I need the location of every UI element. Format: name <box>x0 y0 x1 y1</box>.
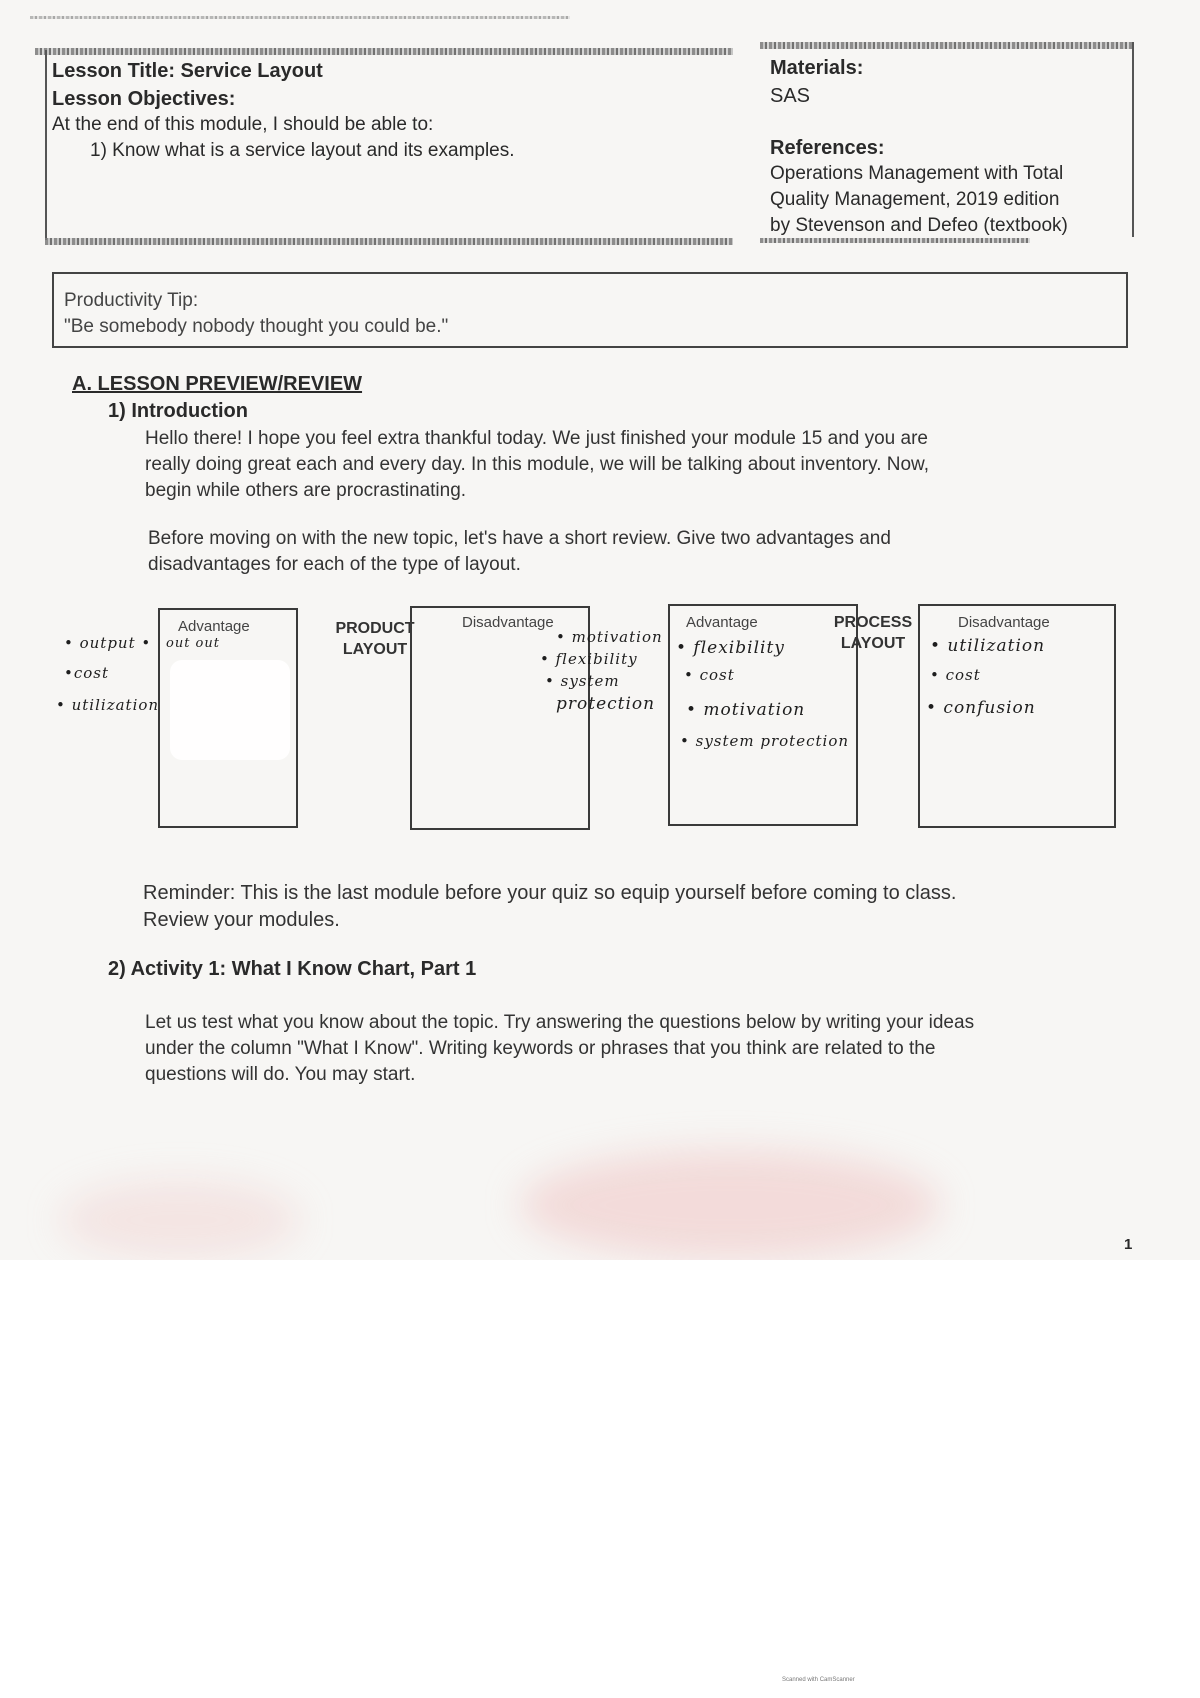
intro-line-2: really doing great each and every day. In this module, we will be talking about inventory. Now, <box>145 454 930 475</box>
objective-item-1: 1) Know what is a service layout and its examples. <box>90 140 515 161</box>
lesson-title: Lesson Title: Service Layout <box>52 60 323 82</box>
process-advantage-entry-1: • flexibility <box>676 638 785 658</box>
process-disadvantage-entry-1: • utilization <box>930 636 1046 656</box>
page-number: 1 <box>1124 1236 1133 1253</box>
product-layout-label-1: PRODUCT <box>335 620 415 637</box>
materials-label: Materials: <box>770 57 864 79</box>
section-a-heading <box>72 373 362 396</box>
product-disadvantage-entry-2: • flexibility <box>540 650 638 668</box>
objectives-intro: At the end of this module, I should be able to: <box>52 114 434 135</box>
product-disadvantage-entry-1: • motivation <box>556 628 663 646</box>
process-advantage-header: Advantage <box>686 614 758 631</box>
review-line-1: Before moving on with the new topic, let's have a short review. Give two advantages and <box>148 528 891 549</box>
product-disadvantage-header: Disadvantage <box>462 614 554 631</box>
intro-line-1: Hello there! I hope you feel extra thankful today. We just finished your module 15 and you are <box>145 428 928 449</box>
blank-lower-area <box>0 1260 1200 1698</box>
top-rule <box>30 16 570 19</box>
process-layout-label <box>818 612 928 654</box>
scanner-watermark: Scanned with CamScanner <box>782 1677 855 1683</box>
product-disadvantage-entry-4: protection <box>556 694 656 714</box>
product-layout-label-2: LAYOUT <box>342 641 408 658</box>
activity-line-2: under the column "What I Know". Writing keywords or phrases that you think are related to the <box>145 1038 936 1059</box>
materials-value: SAS <box>770 85 811 107</box>
process-disadvantage-header: Disadvantage <box>958 614 1050 631</box>
references-label: References: <box>770 137 885 159</box>
product-advantage-entry: out out <box>166 636 220 651</box>
references-line-3: by Stevenson and Defeo (textbook) <box>770 215 1068 236</box>
introduction-heading: 1) Introduction <box>108 400 248 422</box>
productivity-tip-label: Productivity Tip: <box>64 290 199 311</box>
section-a-heading-text: A. LESSON PREVIEW/REVIEW <box>72 373 363 395</box>
process-advantage-entry-3: • motivation <box>686 700 806 720</box>
reminder-line-2: Review your modules. <box>143 909 340 931</box>
product-margin-note-2: •cost <box>64 664 110 682</box>
pink-stain-small <box>60 1180 300 1260</box>
activity-heading: 2) Activity 1: What I Know Chart, Part 1 <box>108 958 477 980</box>
intro-line-3: begin while others are procrastinating. <box>145 480 467 501</box>
pink-stain <box>520 1150 940 1260</box>
process-disadvantage-entry-3: • confusion <box>926 698 1036 718</box>
process-advantage-entry-4: • system protection <box>680 732 850 750</box>
lesson-objectives-label: Lesson Objectives: <box>52 88 236 110</box>
review-line-2: disadvantages for each of the type of layout. <box>148 554 521 575</box>
product-advantage-header: Advantage <box>178 618 250 635</box>
header-left-bottom-border <box>45 238 733 245</box>
process-layout-label-2: LAYOUT <box>840 635 906 652</box>
process-advantage-entry-2: • cost <box>684 666 735 684</box>
process-layout-label-1: PROCESS <box>833 614 913 631</box>
references-line-2: Quality Management, 2019 edition <box>770 189 1060 210</box>
process-disadvantage-entry-2: • cost <box>930 666 981 684</box>
activity-line-1: Let us test what you know about the topic. Try answering the questions below by writing your ideas <box>145 1012 975 1033</box>
activity-line-3: questions will do. You may start. <box>145 1064 416 1085</box>
product-margin-note-3: • utilization <box>56 696 160 714</box>
productivity-tip-quote: "Be somebody nobody thought you could be." <box>64 316 449 337</box>
header-right-bottom-border <box>760 238 1030 243</box>
reminder-line-1: Reminder: This is the last module before your quiz so equip yourself before coming to class. <box>143 882 957 904</box>
product-disadvantage-entry-3: • system <box>545 672 620 690</box>
references-line-1: Operations Management with Total <box>770 163 1064 184</box>
product-margin-note-1: • output • <box>64 634 152 652</box>
correction-smudge <box>170 660 290 760</box>
